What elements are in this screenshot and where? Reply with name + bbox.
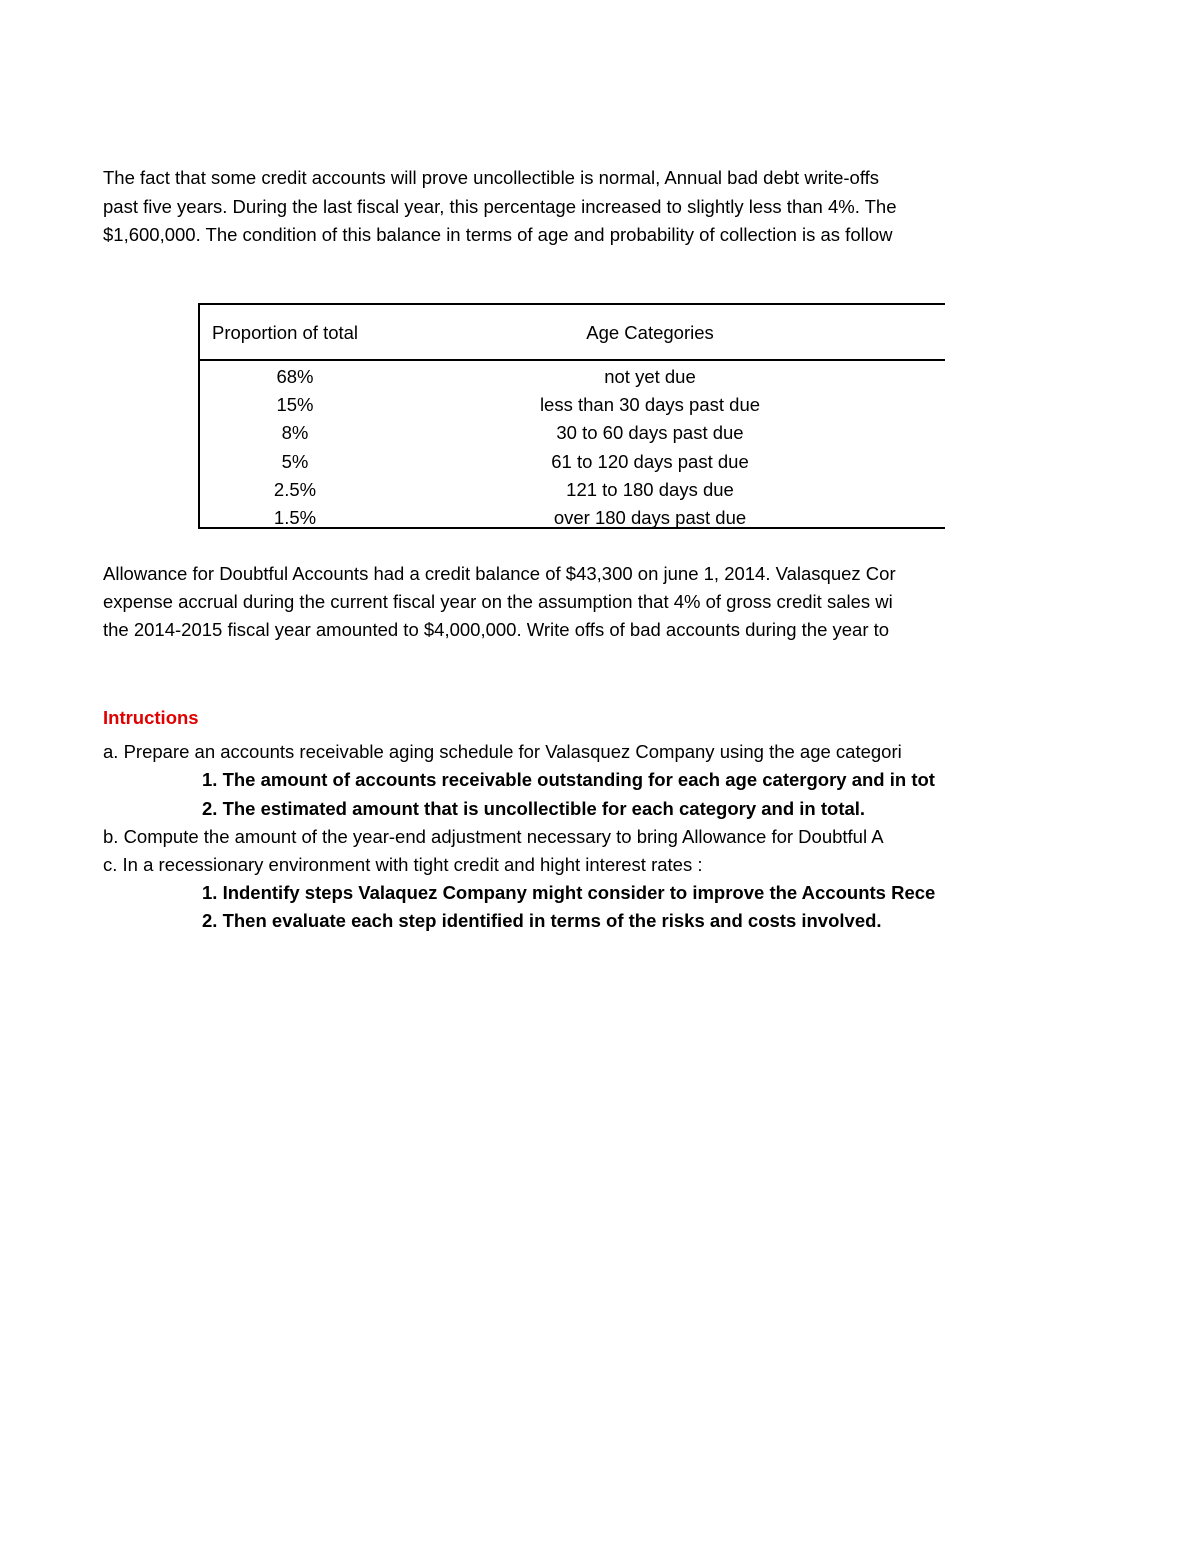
header-age-categories: Age Categories [586,322,714,343]
proportion-cell: 5% [281,450,309,472]
table-body [200,363,945,532]
proportion-cell: 1.5% [273,506,317,528]
age-cell: 61 to 120 days past due [551,450,749,472]
proportion-cell: 15% [276,394,314,416]
age-cell: over 180 days past due [553,506,747,528]
instruction-c2: 2. Then evaluate each step identified in terms of the risks and costs involved. [202,910,882,931]
table-row [200,363,945,391]
intro-line-1: The fact that some credit accounts will prove uncollectible is normal, Annual bad debt write-offs [103,167,880,188]
table-row [200,504,945,532]
instruction-c1: 1. Indentify steps Valaquez Company might consider to improve the Accounts Rece [202,882,936,903]
intro-line-2: past five years. During the last fiscal year, this percentage increased to slightly less than 4%. The [103,196,897,217]
allowance-line-2: expense accrual during the current fiscal year on the assumption that 4% of gross credit sales wi [103,591,893,612]
instruction-b: b. Compute the amount of the year-end adjustment necessary to bring Allowance for Doubtful A [103,826,884,847]
instructions-heading: Intructions [103,707,199,728]
table-row [200,448,945,476]
proportion-cell: 2.5% [273,478,317,500]
allowance-line-1: Allowance for Doubtful Accounts had a credit balance of $43,300 on june 1, 2014. Valasquez Cor [103,563,896,584]
age-cell: less than 30 days past due [539,394,761,416]
age-cell: not yet due [604,366,696,387]
instruction-a1: 1. The amount of accounts receivable outstanding for each age catergory and in tot [202,769,935,790]
table-row [200,419,945,447]
age-cell: 30 to 60 days past due [556,422,744,444]
instruction-c: c. In a recessionary environment with tight credit and hight interest rates : [103,854,703,875]
instruction-a2: 2. The estimated amount that is uncollectible for each category and in total. [202,798,866,819]
allowance-line-3: the 2014-2015 fiscal year amounted to $4,000,000. Write offs of bad accounts during the year to [103,619,890,640]
header-proportion: Proportion of total [212,322,359,343]
proportion-cell: 8% [281,422,309,444]
age-category-table [198,303,945,529]
age-cell: 121 to 180 days due [566,478,734,500]
intro-line-3: $1,600,000. The condition of this balance in terms of age and probability of collection is as follow [103,224,893,245]
table-row [200,391,945,419]
table-header [200,305,945,361]
proportion-cell: 68% [276,366,314,387]
instruction-a: a. Prepare an accounts receivable aging schedule for Valasquez Company using the age categori [103,741,902,762]
table-row [200,476,945,504]
